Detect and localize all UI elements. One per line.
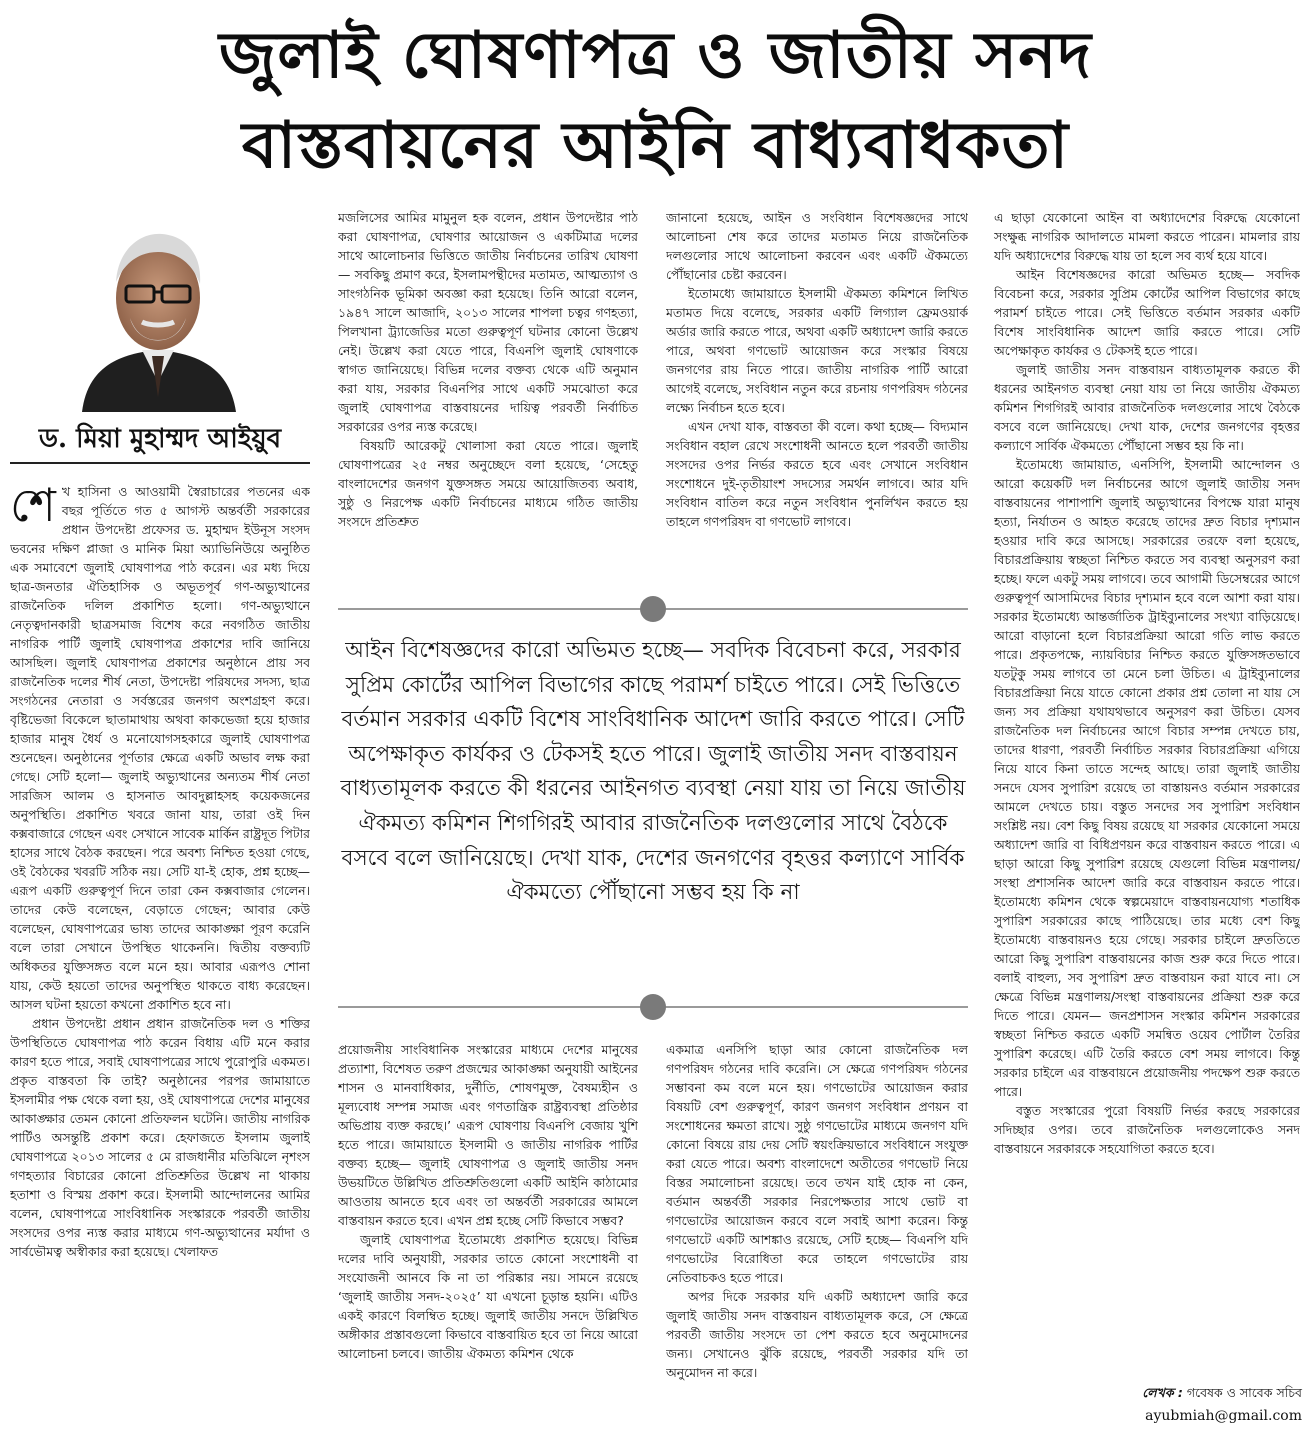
drop-cap: শে bbox=[10, 482, 56, 532]
column-2-bottom bbox=[338, 1040, 638, 1432]
column-1 bbox=[10, 482, 310, 1432]
paragraph: এ ছাড়া যেকোনো আইন বা অধ্যাদেশের বিরুদ্ধে যেকোনো সংক্ষুব্ধ নাগরিক আদালতে মামলা করতে পারেন। মামলার রায় যদি অধ্যাদেশের বিরুদ্ধে যায় তা হলে সব ব্যর্থ হয়ে যাবে। bbox=[994, 210, 1300, 263]
column-2-top bbox=[338, 208, 638, 588]
author-note-text: গবেষক ও সাবেক সচিব bbox=[1186, 1385, 1302, 1400]
paragraph: বস্তুত সংস্কারের পুরো বিষয়টি নির্ভর করছে সরকারের সদিচ্ছার ওপর। তবে রাজনৈতিক দলগুলোকেও সনদ বাস্তবায়নে সরকারকে সহযোগিতা করতে হবে। bbox=[994, 1103, 1300, 1156]
headline-line-1: জুলাই ঘোষণাপত্র ও জাতীয় সনদ bbox=[218, 18, 1093, 93]
paragraph: জুলাই জাতীয় সনদ বাস্তবায়ন বাধ্যতামূলক করতে কী ধরনের আইনগত ব্যবস্থা নেয়া যায় তা নিয়ে জাতীয় ঐকমত্য কমিশন শিগগিরই আবার রাজনৈতিক দলগুলোর সাথে বৈঠকে বসবে বলে জানিয়েছে। দেখা যাক, দেশের জনগণের বৃহত্তর কল্যাণে সার্বিক ঐকমত্যে পৌঁছানো সম্ভব হয় কি না। bbox=[994, 362, 1300, 453]
author-email[interactable]: ayubmiah@gmail.com bbox=[1145, 1408, 1302, 1424]
paragraph: জুলাই ঘোষণাপত্র ইতোমধ্যে প্রকাশিত হয়েছে। বিভিন্ন দলের দাবি অনুযায়ী, সরকার তাতে কোনো সংশোধনী বা সংযোজনী আনবে কি না তা পরিষ্কার নয়। সামনে রয়েছে ‘জুলাই জাতীয় সনদ-২০২৫’ যা এখনো চূড়ান্ত হয়নি। এটিও একই কারণে বিলম্বিত হচ্ছে। জুলাই জাতীয় সনদে উল্লিখিত অঙ্গীকার প্রস্তাবগুলো কিভাবে বাস্তবায়িত হবে তা নিয়ে আরো আলোচনা চলবে। জাতীয় ঐকমত্য কমিশন থেকে bbox=[338, 1232, 638, 1361]
pull-quote: আইন বিশেষজ্ঞদের কারো অভিমত হচ্ছে— সবদিক বিবেচনা করে, সরকার সুপ্রিম কোর্টের আপিল বিভাগের কাছে পরামর্শ চাইতে পারে। সেই ভিত্তিতে বর্তমান সরকার একটি বিশেষ সাংবিধানিক আদেশ জারি করতে পারে। সেটি অপেক্ষাকৃত কার্যকর ও টেকসই হতে পারে। জুলাই জাতীয় সনদ বাস্তবায়ন বাধ্যতামূলক করতে কী ধরনের আইনগত ব্যবস্থা নেয়া যায় তা নিয়ে জাতীয় ঐকমত্য কমিশন শিগগিরই আবার রাজনৈতিক দলগুলোর সাথে বৈঠকে বসবে বলে জানিয়েছে। দেখা যাক, দেশের জনগণের বৃহত্তর কল্যাণে সার্বিক ঐকমত্যে পৌঁছানো সম্ভব হয় কি না bbox=[340, 638, 966, 906]
paragraph: একমাত্র এনসিপি ছাড়া আর কোনো রাজনৈতিক দল গণপরিষদ গঠনের দাবি করেনি। সে ক্ষেত্রে গণপরিষদ গঠনের সম্ভাবনা কম বলে মনে হয়। গণভোটের আয়োজন করার বিষয়টি বেশ গুরুত্বপূর্ণ, কারণ জনগণ সংবিধান প্রণয়ন বা সংশোধনের ক্ষমতা রাখে। সুষ্ঠু গণভোটের মাধ্যমে জনগণ যদি কোনো বিষয়ে রায় দেয় সেটি স্বয়ংক্রিয়ভাবে সংবিধানে সংযুক্ত করা যেতে পারে। অবশ্য বাংলাদেশে অতীতের গণভোট নিয়ে বিস্তর সমালোচনা রয়েছে। তবে তখন যাই হোক না কেন, বর্তমান অন্তর্বর্তী সরকার নিরপেক্ষতার সাথে ভোট বা গণভোটের আয়োজন করবে বলে সবাই আশা করেন। কিন্তু গণভোটে একটি আশঙ্কাও রয়েছে, সেটি হচ্ছে— বিএনপি যদি গণভোটের বিরোধিতা করে তাহলে গণভোটের রায় নেতিবাচকও হতে পারে। bbox=[666, 1042, 968, 1285]
column-3-bottom bbox=[666, 1040, 968, 1432]
paragraph: এখন দেখা যাক, বাস্তবতা কী বলে। কথা হচ্ছে— বিদ্যমান সংবিধান বহাল রেখে সংশোধনী আনতে হলে পরবর্তী জাতীয় সংসদের ওপর নির্ভর করতে হবে এবং সেখানে সংবিধান সংশোধনে দুই-তৃতীয়াংশ সদস্যের সমর্থন লাগবে। আর যদি সংবিধান বাতিল করে নতুন সংবিধান পুনর্লিখন করতে হয় তাহলে গণপরিষদ বা গণভোট লাগবে। bbox=[666, 419, 968, 529]
paragraph: অপর দিকে সরকার যদি একটি অধ্যাদেশ জারি করে জুলাই জাতীয় সনদ বাস্তবায়ন বাধ্যতামূলক করে, সে ক্ষেত্রে পরবর্তী জাতীয় সংসদে তা পেশ করতে হবে অনুমোদনের জন্য। সেখানেও ঝুঁকি রয়েছে, পরবর্তী সরকার যদি তা অনুমোদন না করে। bbox=[666, 1289, 968, 1380]
paragraph-intro: শেখ হাসিনা ও আওয়ামী স্বৈরাচারের পতনের এক বছর পূর্তিতে গত ৫ আগস্ট অন্তর্বর্তী সরকারের প্রধান উপদেষ্টা প্রফেসর ড. মুহাম্মদ ইউনূস সংসদ ভবনের দক্ষিণ প্লাজা ও মানিক মিয়া অ্যাভিনিউয়ে অনুষ্ঠিত এক সমাবেশে জুলাই ঘোষণাপত্র পাঠ করেন। এর মধ্য দিয়ে ছাত্র-জনতার ঐতিহাসিক ও অভূতপূর্ব গণ-অভ্যুত্থানের রাজনৈতিক দলিল প্রকাশিত হলো। গণ-অভ্যুত্থানে নেতৃত্বদানকারী ছাত্রসমাজ বিশেষ করে নবগঠিত জাতীয় নাগরিক পার্টি জুলাই ঘোষণাপত্র প্রকাশের দাবি জানিয়ে আসছিল। জুলাই ঘোষণাপত্র প্রকাশের অনুষ্ঠানে প্রায় সব রাজনৈতিক দলের শীর্ষ নেতা, উপদেষ্টা পরিষদের সদস্য, ছাত্র সংগঠনের নেতারা ও সর্বস্তরের জনগণ অংশগ্রহণ করে। বৃষ্টিভেজা বিকেলে ছাতামাথায় অথবা কাকভেজা হয়ে হাজার হাজার মানুষ ধৈর্য ও মনোযোগসহকারে জুলাই ঘোষণাপত্র শুনেছেন। অনুষ্ঠানের পূর্ণতার ক্ষেত্রে একটি অভাব লক্ষ করা গেছে। সেটি হলো— জুলাই অভ্যুত্থানের অন্যতম শীর্ষ নেতা সারজিস আলম ও হাসনাত আবদুল্লাহসহ কয়েকজনের অনুপস্থিতি। প্রকাশিত খবরে জানা যায়, তারা ওই দিন কক্সবাজারে গেছেন এবং সেখানে সাবেক মার্কিন রাষ্ট্রদূত পিটার হাসের সাথে বৈঠক করছেন। পরে অবশ্য নিশ্চিত হওয়া গেছে, ওই বৈঠকের খবরটি সঠিক নয়। সেটি যা-ই হোক, প্রশ্ন হচ্ছে— এরূপ একটি গুরুত্বপূর্ণ দিনে তারা কেন কক্সবাজার গেলেন। তাদের কেউ বলেছেন, বেড়াতে গেছেন; আবার কেউ বলেছেন, ঘোষণাপত্রের ভাষ্য তাদের আকাঙ্ক্ষা পূরণ করেনি বলে তারা সেখানে উপস্থিত থাকেননি। দ্বিতীয় বক্তব্যটি অধিকতর যুক্তিসঙ্গত বলে মনে হয়। আবার এরূপও শোনা যায়, কেউ হয়তো তাদের অনুপস্থিত থাকতে বাধ্য করেছেন। আসল ঘটনা হয়তো কখনো প্রকাশিত হবে না। bbox=[10, 482, 310, 1012]
paragraph: জানানো হয়েছে, আইন ও সংবিধান বিশেষজ্ঞদের সাথে আলোচনা শেষ করে তাদের মতামত নিয়ে রাজনৈতিক দলগুলোর সাথে আলোচনা করবেন এবং একটি ঐকমত্যে পৌঁছানোর চেষ্টা করবেন। bbox=[666, 210, 968, 282]
paragraph: প্রধান উপদেষ্টা প্রধান প্রধান রাজনৈতিক দল ও শক্তির উপস্থিতিতে ঘোষণাপত্র পাঠ করেন বিধায় এটি মনে করার কারণ হতে পারে, সবাই ঘোষণাপত্রের সাথে পুরোপুরি একমত। প্রকৃত বাস্তবতা কি তাই? অনুষ্ঠানের পরপর জামায়াতে ইসলামীর পক্ষ থেকে বলা হয়, ওই ঘোষণাপত্রে দেশের মানুষের আকাঙ্ক্ষার তেমন কোনো প্রতিফলন ঘটেনি। জাতীয় নাগরিক পার্টিও অসন্তুষ্টি প্রকাশ করে। হেফাজতে ইসলাম জুলাই ঘোষণাপত্রে ২০১৩ সালের ৫ মে রাজধানীর মতিঝিলে নৃশংস গণহত্যার বিচারের কোনো প্রতিশ্রুতির উল্লেখ না থাকায় হতাশা ও বিস্ময় প্রকাশ করে। ইসলামী আন্দোলনের আমির বলেন, ঘোষণাপত্রে সাংবিধানিক সংস্কারকে পরবর্তী জাতীয় সংসদের ওপর ন্যস্ত করার মাধ্যমে গণ-অভ্যুত্থানের মর্যাদা ও সার্বভৌমত্ব অস্বীকার করা হয়েছে। খেলাফত bbox=[10, 1016, 310, 1259]
paragraph: বিষয়টি আরেকটু খোলাসা করা যেতে পারে। জুলাই ঘোষণাপত্রের ২৫ নম্বর অনুচ্ছেদে বলা হয়েছে, ‘সেহেতু বাংলাদেশের জনগণ যুক্তসঙ্গত সময়ে আয়োজিতব্য অবাধ, সুষ্ঠু ও নিরপেক্ষ একটি নির্বাচনের মাধ্যমে গঠিত জাতীয় সংসদে প্রতিশ্রুত bbox=[338, 438, 638, 529]
pullquote-top-dot bbox=[640, 596, 666, 622]
paragraph: আইন বিশেষজ্ঞদের কারো অভিমত হচ্ছে— সবদিক বিবেচনা করে, সরকার সুপ্রিম কোর্টের আপিল বিভাগের কাছে পরামর্শ চাইতে পারে। সেই ভিত্তিতে বর্তমান সরকার একটি বিশেষ সাংবিধানিক আদেশ জারি করতে পারে। সেটি অপেক্ষাকৃত কার্যকর ও টেকসই হতে পারে। bbox=[994, 267, 1300, 358]
paragraph: মজলিসের আমির মামুনুল হক বলেন, প্রধান উপদেষ্টার পাঠ করা ঘোষণাপত্র, ঘোষণার আয়োজন ও একটিমাত্র দলের সাথে আলোচনার ভিত্তিতে জাতীয় নির্বাচনের তারিখ ঘোষণা— সবকিছু প্রমাণ করে, ইসলামপন্থীদের মতামত, আত্মত্যাগ ও সাংগঠনিক ভূমিকা অবজ্ঞা করা হয়েছে। তিনি আরো বলেন, ১৯৪৭ সালে আজাদি, ২০১৩ সালের শাপলা চত্বর গণহত্যা, পিলখানা ট্র্যাজেডির মতো গুরুত্বপূর্ণ ঘটনার কোনো উল্লেখ নেই। উল্লেখ করা যেতে পারে, বিএনপি জুলাই ঘোষণাকে স্বাগত জানিয়েছে। বিভিন্ন দলের বক্তব্য থেকে এটি অনুমান করা যায়, সরকার বিএনপির সাথে একটি সমঝোতা করে জুলাই ঘোষণাপত্র বাস্তবায়নের দায়িত্ব পরবর্তী নির্বাচিত সরকারের ওপর ন্যস্ত করেছে। bbox=[338, 210, 638, 434]
byline-divider bbox=[10, 462, 310, 464]
author-note bbox=[1040, 1385, 1302, 1405]
pullquote-bottom-dot bbox=[640, 994, 666, 1020]
author-byline: ড. মিয়া মুহাম্মদ আইয়ুব bbox=[38, 424, 282, 454]
column-3-top bbox=[666, 208, 968, 588]
author-note-label: লেখক : bbox=[1142, 1385, 1183, 1400]
author-photo bbox=[72, 222, 244, 412]
column-4 bbox=[994, 208, 1300, 1382]
paragraph: প্রয়োজনীয় সাংবিধানিক সংস্কারের মাধ্যমে দেশের মানুষের প্রত্যাশা, বিশেষত তরুণ প্রজন্মের আকাঙ্ক্ষা অনুযায়ী আইনের শাসন ও মানবাধিকার, দুর্নীতি, শোষণমুক্ত, বৈষম্যহীন ও মূল্যবোধ সম্পন্ন সমাজ এবং গণতান্ত্রিক রাষ্ট্রব্যবস্থা প্রতিষ্ঠার অভিপ্রায় ব্যক্ত করছে।’ এরূপ ঘোষণায় বিএনপি বেজায় খুশি হতে পারে। জামায়াতে ইসলামী ও জাতীয় নাগরিক পার্টির বক্তব্য হচ্ছে— জুলাই ঘোষণাপত্র ও জুলাই জাতীয় সনদ উভয়টিতে উল্লিখিত প্রতিশ্রুতিগুলো একটি আইনি কাঠামোর আওতায় আনতে হবে এবং তা অন্তর্বর্তী সরকারের আমলে বাস্তবায়ন করতে হবে। এখন প্রশ্ন হচ্ছে সেটি কিভাবে সম্ভব? bbox=[338, 1042, 638, 1228]
headline-line-2: বাস্তবায়নের আইনি বাধ্যবাধকতা bbox=[241, 108, 1070, 183]
paragraph: ইতোমধ্যে জামায়াত, এনসিপি, ইসলামী আন্দোলন ও আরো কয়েকটি দল নির্বাচনের আগে জুলাই জাতীয় সনদ বাস্তবায়নের পাশাপাশি জুলাই অভ্যুত্থানের বিপক্ষে যারা মানুষ হত্যা, নির্যাতন ও আহত করেছে তাদের দ্রুত বিচার দৃশ্যমান হওয়ার দাবি করে আসছে। সরকারের তরফে বলা হয়েছে, বিচারপ্রক্রিয়ায় স্বচ্ছতা নিশ্চিত করতে সব ব্যবস্থা অনুসরণ করা হচ্ছে। ফলে একটু সময় লাগবে। তবে আগামী ডিসেম্বরের আগে গুরুত্বপূর্ণ আসামিদের বিচার দৃশ্যমান হবে বলে আশা করা যায়। সরকার ইতোমধ্যে আন্তর্জাতিক ট্রাইব্যুনালের সংখ্যা বাড়িয়েছে। আরো বাড়ানো হলে বিচারপ্রক্রিয়া আরো গতি লাভ করতে পারে। প্রকৃতপক্ষে, ন্যায়বিচার নিশ্চিত করতে যুক্তিসঙ্গতভাবে যতটুকু সময় লাগবে তা মেনে চলা উচিত। এ ট্রাইব্যুনালের বিচারপ্রক্রিয়া নিয়ে যাতে কোনো প্রকার প্রশ্ন তোলা না যায় সে জন্য সব প্রক্রিয়া যথাযথভাবে অনুসরণ করা উচিত। যেসব রাজনৈতিক দল নির্বাচনের আগে বিচার সম্পন্ন দেখতে চায়, তাদের ধারণা, পরবর্তী নির্বাচিত সরকার বিচারপ্রক্রিয়া এগিয়ে নিয়ে যাবে কিনা তাতে সন্দেহ আছে। তারা জুলাই জাতীয় সনদে যেসব সুপারিশ রয়েছে তা বাস্তায়নও বর্তমান সরকারের আমলে দেখতে চায়। বস্তুত সনদের সব সুপারিশ সংবিধান সংশ্লিষ্ট নয়। বেশ কিছু বিষয় রয়েছে যা সরকার যেকোনো সময়ে অধ্যাদেশ জারি বা বিধিপ্রণয়ন করে বাস্তবায়ন করতে পারে। এ ছাড়া আরো কিছু সুপারিশ রয়েছে যেগুলো বিভিন্ন মন্ত্রণালয়/সংস্থা প্রশাসনিক আদেশ জারি করে বাস্তবায়ন করতে পারে। ইতোমধ্যে কমিশন থেকে স্বল্পমেয়াদে বাস্তবায়নযোগ্য শতাধিক সুপারিশ সরকারের কাছে পাঠিয়েছে। তার মধ্যে বেশ কিছু ইতোমধ্যে বাস্তবায়নও হয়ে গেছে। সরকার চাইলে দ্রুততিতে আরো কিছু সুপারিশ বাস্তবায়নের কাজ শুরু করে দিতে পারে। বলাই বাহুল্য, সব সুপারিশ দ্রুত বাস্তবায়ন করা যাবে না। সে ক্ষেত্রে বিভিন্ন মন্ত্রণালয়/সংস্থা বাস্তবায়নের প্রক্রিয়া শুরু করে দিতে পারে। যেমন— জনপ্রশাসন সংস্কার কমিশন সরকারের স্বচ্ছতা নিশ্চিত করতে একটি সমন্বিত ওয়েব পোর্টাল তৈরির সুপারিশ করেছে। এটি তৈরি করতে বেশ সময় লাগবে। কিন্তু সরকার চাইলে এর বাস্তবায়নে প্রয়োজনীয় পদক্ষেপ শুরু করতে পারে। bbox=[994, 457, 1300, 1099]
paragraph: ইতোমধ্যে জামায়াতে ইসলামী ঐকমত্য কমিশনে লিখিত মতামত দিয়ে বলেছে, সরকার একটি লিগ্যাল ফ্রেমওয়ার্ক অর্ডার জারি করতে পারে, অথবা একটি অধ্যাদেশ জারি করতে পারে, অথবা গণভোট আয়োজন করে সংস্কার বিষয়ে জনগণের রায় নিতে পারে। জাতীয় নাগরিক পার্টি আরো আগেই বলেছে, সংবিধান নতুন করে রচনায় গণপরিষদ গঠনের লক্ষ্যে নির্বাচন হতে হবে। bbox=[666, 286, 968, 415]
